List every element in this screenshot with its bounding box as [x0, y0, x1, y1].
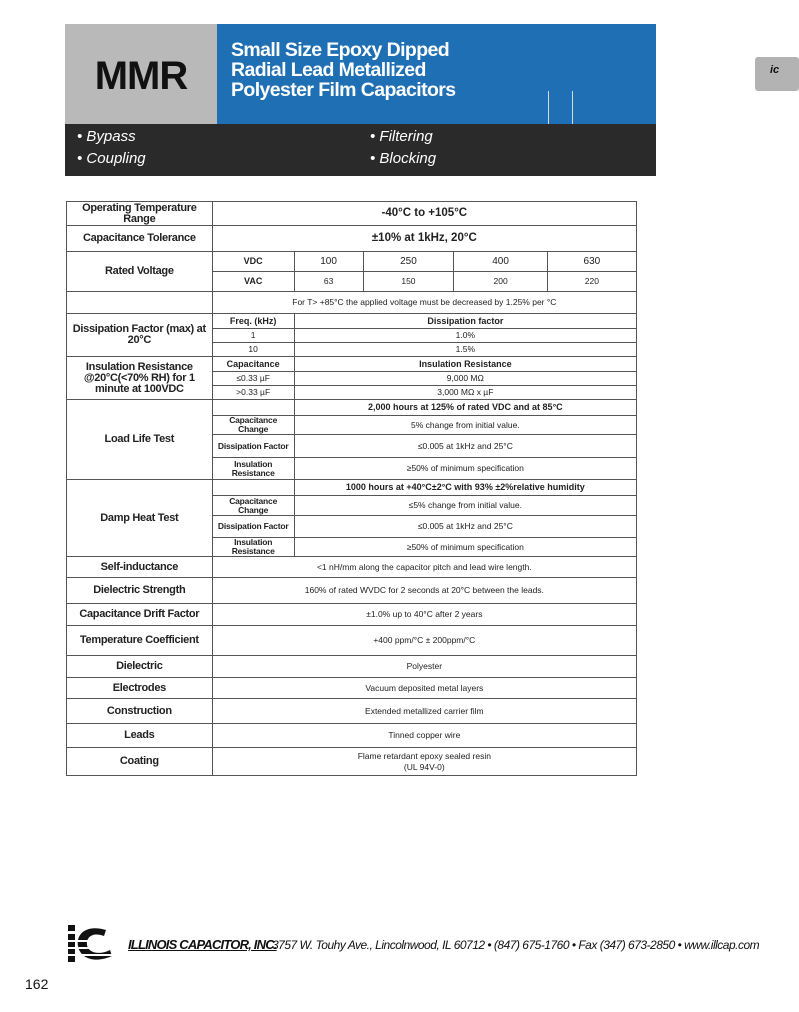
row-temp-coefficient: [67, 626, 637, 656]
damp-heat-value: ≤5% change from initial value.: [294, 496, 636, 516]
row-dielectric: [67, 656, 637, 678]
damp-heat-param: Capacitance Change: [212, 496, 294, 516]
vac-value: 150: [363, 272, 454, 292]
bullet-blocking: • Blocking: [370, 150, 437, 167]
construction-value: Extended metallized carrier film: [212, 699, 636, 724]
row-drift-factor: [67, 604, 637, 626]
vdc-value: 250: [363, 252, 454, 272]
load-life-value: ≤0.005 at 1kHz and 25°C: [294, 435, 636, 458]
construction-label: Construction: [67, 699, 213, 724]
temp-coefficient-value: +400 ppm/°C ± 200ppm/°C: [212, 626, 636, 656]
damp-heat-param: Dissipation Factor: [212, 516, 294, 538]
damp-heat-value: ≥50% of minimum specification: [294, 538, 636, 557]
row-insulation-header: [67, 357, 637, 372]
damp-heat-label: Damp Heat Test: [67, 480, 213, 557]
row-operating-temp: [67, 202, 637, 226]
freq-header: Freq. (kHz): [212, 314, 294, 329]
blank-cell: [212, 400, 294, 416]
row-damp-heat-header: [67, 480, 637, 496]
title-line-2: Radial Lead Metallized: [231, 59, 426, 81]
vac-label: VAC: [212, 272, 294, 292]
electrodes-label: Electrodes: [67, 678, 213, 699]
dielectric-value: Polyester: [212, 656, 636, 678]
damp-heat-param: Insulation Resistance: [212, 538, 294, 557]
row-cap-tolerance: [67, 226, 637, 252]
insulation-header: Insulation Resistance: [294, 357, 636, 372]
company-logo: [66, 920, 128, 964]
capacitance-header: Capacitance: [212, 357, 294, 372]
capacitor-image: [755, 57, 799, 91]
capacitor-label: ic: [770, 64, 780, 76]
vac-value: 63: [294, 272, 363, 292]
coating-value: [212, 748, 636, 776]
row-rated-vdc: [67, 252, 637, 272]
row-dissipation-header: [67, 314, 637, 329]
vac-value: 220: [547, 272, 636, 292]
voltage-derating-note: For T> +85°C the applied voltage must be decreased by 1.25% per °C: [212, 292, 636, 314]
blank-cell: [67, 292, 213, 314]
blank-cell: [212, 480, 294, 496]
leads-label: Leads: [67, 724, 213, 748]
operating-temp-label: Operating Temperature Range: [67, 202, 213, 226]
damp-heat-value: ≤0.005 at 1kHz and 25°C: [294, 516, 636, 538]
title-banner: [217, 24, 780, 124]
capacitance-value: ≤0.33 µF: [212, 372, 294, 386]
specifications-table: [66, 201, 637, 776]
drift-factor-value: ±1.0% up to 40°C after 2 years: [212, 604, 636, 626]
freq-value: 10: [212, 343, 294, 357]
row-voltage-note: [67, 292, 637, 314]
leads-value: Tinned copper wire: [212, 724, 636, 748]
vdc-value: 100: [294, 252, 363, 272]
vdc-value: 630: [547, 252, 636, 272]
dissipation-value: 1.0%: [294, 329, 636, 343]
row-load-life-header: [67, 400, 637, 416]
coating-line-1: Flame retardant epoxy sealed resin: [357, 750, 491, 761]
vdc-label: VDC: [212, 252, 294, 272]
bullet-coupling: • Coupling: [77, 150, 146, 167]
load-life-param: Dissipation Factor: [212, 435, 294, 458]
row-dielectric-strength: [67, 578, 637, 604]
damp-heat-header: 1000 hours at +40°C±2°C with 93% ±2%relative humidity: [294, 480, 636, 496]
application-bullets: [65, 124, 656, 176]
dielectric-strength-label: Dielectric Strength: [67, 578, 213, 604]
vac-value: 200: [454, 272, 547, 292]
coating-line-2: (UL 94V-0): [403, 761, 445, 772]
title-line-1: Small Size Epoxy Dipped: [231, 39, 450, 61]
dissipation-header: Dissipation factor: [294, 314, 636, 329]
self-inductance-label: Self-inductance: [67, 557, 213, 578]
dielectric-label: Dielectric: [67, 656, 213, 678]
row-construction: [67, 699, 637, 724]
row-coating: [67, 748, 637, 776]
capacitance-value: >0.33 µF: [212, 386, 294, 400]
vdc-value: 400: [454, 252, 547, 272]
load-life-label: Load Life Test: [67, 400, 213, 480]
row-self-inductance: [67, 557, 637, 578]
load-life-header: 2,000 hours at 125% of rated VDC and at 85°C: [294, 400, 636, 416]
insulation-label: Insulation Resistance @20°C(<70% RH) for 1 minute at 100VDC: [67, 357, 213, 400]
footer: [66, 920, 760, 966]
dissipation-label: Dissipation Factor (max) at 20°C: [67, 314, 213, 357]
page-number: 162: [25, 976, 49, 992]
temp-coefficient-label: Temperature Coefficient: [67, 626, 213, 656]
self-inductance-value: <1 nH/mm along the capacitor pitch and lead wire length.: [212, 557, 636, 578]
title-line-3: Polyester Film Capacitors: [231, 79, 456, 101]
product-title: [231, 40, 456, 100]
series-banner: [65, 24, 217, 124]
row-electrodes: [67, 678, 637, 699]
coating-label: Coating: [67, 748, 213, 776]
load-life-param: Insulation Resistance: [212, 458, 294, 480]
dissipation-value: 1.5%: [294, 343, 636, 357]
drift-factor-label: Capacitance Drift Factor: [67, 604, 213, 626]
load-life-param: Capacitance Change: [212, 416, 294, 435]
company-name: ILLINOIS CAPACITOR, INC.: [128, 937, 277, 952]
row-leads: [67, 724, 637, 748]
cap-tolerance-value: ±10% at 1kHz, 20°C: [212, 226, 636, 252]
electrodes-value: Vacuum deposited metal layers: [212, 678, 636, 699]
load-life-value: ≥50% of minimum specification: [294, 458, 636, 480]
rated-voltage-label: Rated Voltage: [67, 252, 213, 292]
company-address: 3757 W. Touhy Ave., Lincolnwood, IL 60712 • (847) 675-1760 • Fax (347) 673-2850 • www.illcap.com: [272, 938, 760, 952]
bullet-bypass: • Bypass: [77, 128, 136, 145]
freq-value: 1: [212, 329, 294, 343]
insulation-value: 3,000 MΩ x µF: [294, 386, 636, 400]
cap-tolerance-label: Capacitance Tolerance: [67, 226, 213, 252]
bullet-filtering: • Filtering: [370, 128, 433, 145]
dielectric-strength-value: 160% of rated WVDC for 2 seconds at 20°C between the leads.: [212, 578, 636, 604]
series-name: MMR: [94, 54, 188, 98]
load-life-value: 5% change from initial value.: [294, 416, 636, 435]
operating-temp-value: -40°C to +105°C: [212, 202, 636, 226]
insulation-value: 9,000 MΩ: [294, 372, 636, 386]
